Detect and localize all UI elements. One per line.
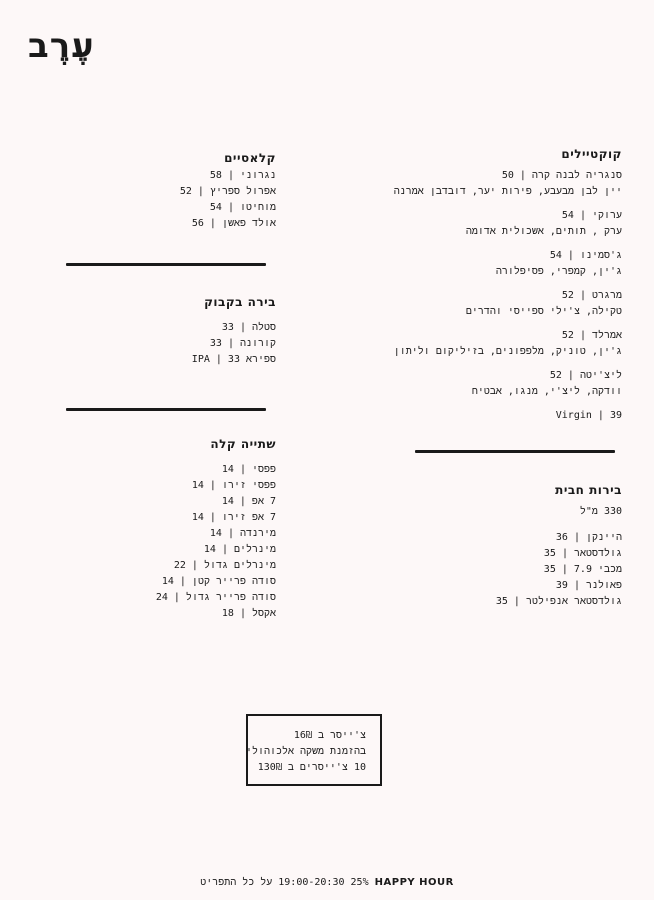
tap-beer-item: פאולנר | 39: [555, 580, 622, 591]
promo-line: 10 צ'ייסרים ב 130₪: [257, 762, 366, 773]
happy-hour-footer: [0, 876, 654, 890]
tap-beer-item: גולדסטאר | 35: [543, 548, 622, 559]
cocktail-desc: וודקה, ליצ'י, מנגו, אבטיח: [471, 386, 622, 397]
soft-drink-item: פפסי זירו | 14: [191, 480, 276, 491]
cocktail-name: סנגריה לבנה קרה | 50: [501, 170, 622, 181]
soft-drink-item: מינרלים גדול | 22: [173, 560, 276, 571]
cocktail-item: [362, 328, 622, 360]
happy-hour-label: HAPPY HOUR: [374, 877, 454, 888]
soft-drink-item: 7 אפ זירו | 14: [191, 512, 276, 523]
bottle-beer-item: קורונה | 33: [209, 338, 276, 349]
cocktails-section: [362, 146, 622, 424]
bottle-beer-section: [36, 294, 276, 368]
soft-drink-item: מירנדה | 14: [209, 528, 276, 539]
classics-item: אולד פאשן | 56: [191, 218, 276, 229]
divider: [415, 450, 615, 453]
soft-drinks-section: [36, 436, 276, 622]
cocktail-desc: יין לבן מבעבע, פירות יער, דובדבן אמרנה: [393, 186, 622, 197]
tap-beer-item: היינקן | 36: [555, 532, 622, 543]
divider: [66, 408, 266, 411]
tap-beer-item: מכבי 7.9 | 35: [543, 564, 622, 575]
soft-drink-item: מינרלים | 14: [203, 544, 276, 555]
cocktail-name: מרגרט | 52: [561, 290, 622, 301]
cocktail-desc: טקילה, צ'ילי ספייסי והדרים: [465, 306, 622, 317]
classics-title: קלאסיים: [224, 151, 276, 165]
logo: עֶרֶב: [28, 26, 95, 66]
cocktail-item: [362, 288, 622, 320]
cocktail-item: [362, 168, 622, 200]
classics-item: נגרוני | 58: [209, 170, 276, 181]
cocktail-name: אמרלד | 52: [561, 330, 622, 341]
happy-hour-text: 25% 19:00-20:30 על כל התפריט: [200, 877, 369, 888]
soft-drinks-title: שתייה קלה: [210, 437, 276, 451]
cocktail-item: [362, 368, 622, 400]
bottle-beer-item: ספירא IPA | 33: [191, 354, 276, 365]
promo-box: [246, 714, 382, 786]
tap-beer-title: בירות חבית: [555, 483, 622, 497]
tap-beer-unit: 330 מ"ל: [579, 506, 622, 517]
classics-item: אפרול ספריץ | 52: [179, 186, 276, 197]
soft-drink-item: אקסל | 18: [221, 608, 276, 619]
bottle-beer-title: בירה בקבוק: [204, 295, 276, 309]
soft-drink-item: 7 אפ | 14: [221, 496, 276, 507]
soft-drink-item: סודה פרייר גדול | 24: [155, 592, 276, 603]
soft-drink-item: סודה פרייר קטן | 14: [161, 576, 276, 587]
cocktail-item: [362, 208, 622, 240]
cocktail-item: [362, 408, 622, 424]
divider: [66, 263, 266, 266]
cocktail-desc: ג'ין, קמפרי, פסיפלורה: [495, 266, 622, 277]
cocktail-name: ג'סמינו | 54: [549, 250, 622, 261]
cocktail-name: ליצ'יטה | 52: [549, 370, 622, 381]
bottle-beer-item: סטלה | 33: [221, 322, 276, 333]
cocktails-title: קוקטיילים: [561, 147, 622, 161]
soft-drink-item: פפסי | 14: [221, 464, 276, 475]
cocktail-desc: ערק , תותים, אשכולית אדומה: [465, 226, 622, 237]
cocktail-desc: ג'ין, טוניק, מלפפונים, בזיליקום וליתון: [393, 346, 622, 357]
cocktail-item: [362, 248, 622, 280]
tap-beer-section: [362, 482, 622, 610]
classics-section: [36, 150, 276, 232]
cocktail-name: ערוקי | 54: [561, 210, 622, 221]
promo-line: צ'ייסר ב 16₪: [293, 730, 366, 741]
tap-beer-item: גולדסטאר אנפילטר | 35: [495, 596, 622, 607]
promo-line: בהזמנת משקה אלכוהולי: [245, 746, 366, 757]
classics-item: מוחיטו | 54: [209, 202, 276, 213]
cocktail-name: Virgin | 39: [555, 410, 622, 421]
